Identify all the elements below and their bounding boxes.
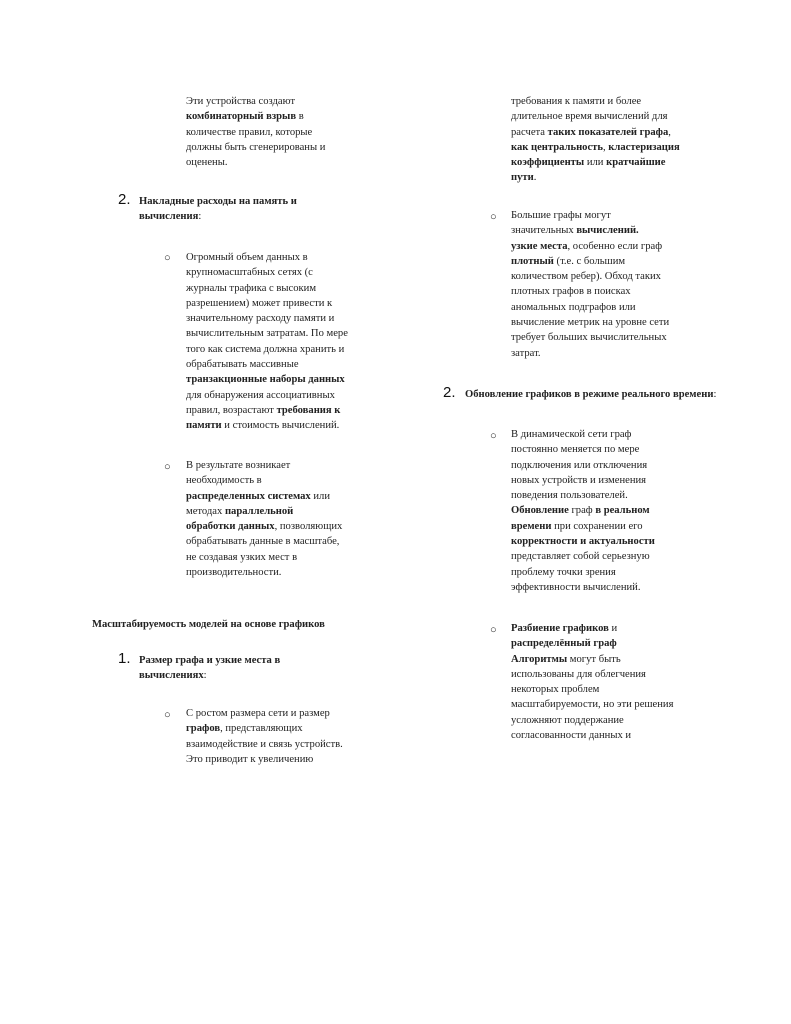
text-run: , [668, 126, 671, 138]
bold-run: требования к памяти [186, 404, 341, 432]
text-run: Огромный объем данных в крупномасштабных сетях (с журналы трафика с высоким разрешением) может привести к значительному расходу памяти и вычислительным затратам. По мере того как система должна хранить и обрабатывать массивные [186, 252, 348, 371]
text-run: могут быть использованы для облегчения некоторых проблем масштабируемости, но эти решения усложняют поддержание согласованности данных и [511, 653, 674, 742]
text-run: при сохранении его [554, 520, 643, 532]
text-run: (т.е. с большим количеством ребер). Обход таких плотных графов в поисках аномальных подграфов или вычисление метрик на уровне сети требует больших вычислительных затрат. [511, 255, 670, 359]
text-run: представляет собой серьезную проблему точки зрения эффективности вычислений. [511, 551, 650, 593]
left-item-1-bullet-1 [186, 706, 376, 767]
section-heading: Масштабируемость моделей на основе графиков [92, 619, 325, 630]
text-run: в количестве правил, которые должны быть сгенерированы и оценены. [186, 111, 326, 169]
bold-run: Разбиение графиков [511, 623, 609, 634]
left-item-2-bullet-1 [186, 250, 371, 434]
text-run: и [611, 623, 618, 634]
right-item-2-bullet-1 [511, 427, 701, 595]
text-run: или методах [186, 490, 331, 517]
bold-run: как центральность [511, 141, 603, 153]
text-run: В динамической сети граф постоянно меняется по мере подключения или отключения новых устройств и изменения поведения пользователей. [511, 429, 648, 502]
bold-run: кластеризация коэффициенты [511, 141, 680, 169]
text-run: для обнаружения ассоциативных правил, возрастают [186, 389, 335, 416]
bold-run: вычислений. узкие места [511, 225, 639, 252]
text-run: граф [568, 505, 596, 517]
text-run: , [602, 141, 609, 153]
bullet-circle-icon: ○ [490, 211, 497, 223]
text-run: В результате возникает необходимость в [186, 460, 291, 487]
text-run: . [533, 172, 537, 184]
bullet-circle-icon: ○ [490, 430, 497, 442]
bold-run: комбинаторный взрыв [186, 111, 297, 123]
left-continued-paragraph [186, 94, 366, 170]
left-item-1-heading: Размер графа и узкие места в вычислениях: [139, 655, 281, 682]
bold-run: корректности и актуальности [511, 536, 655, 548]
bullet-circle-icon: ○ [164, 461, 171, 473]
bold-run: параллельной обработки данных [186, 505, 294, 533]
right-item-2-number: 2. [443, 384, 456, 401]
bullet-circle-icon: ○ [164, 709, 171, 721]
bullet-circle-icon: ○ [490, 624, 497, 636]
text-run: требования к памяти и более длительное время вычислений для расчета [511, 96, 668, 138]
text-run: , позволяющих обрабатывать данные в масштабе, не создавая узких мест в производительности. [186, 521, 343, 579]
bold-run: таких показателей графа [547, 126, 669, 138]
left-item-2-bullet-2 [186, 458, 371, 580]
bullet-circle-icon: ○ [164, 252, 171, 264]
bold-run: Обновление [511, 505, 569, 517]
text-run: , представляющих взаимодействие и связь устройств. Это приводит к увеличению [186, 723, 343, 765]
bold-run: транзакционные наборы данных [186, 374, 345, 386]
left-item-2-heading: Накладные расходы на память и вычисления: [139, 196, 297, 223]
right-item-2-heading: Обновление графиков в режиме реального времени: [465, 389, 717, 400]
bold-run: графов [186, 723, 221, 735]
right-bullet-big-graphs [511, 208, 701, 361]
right-continued-paragraph [511, 94, 701, 186]
left-item-2-number: 2. [118, 191, 131, 208]
text-run: Большие графы могут значительных [511, 210, 611, 237]
bold-run: кратчайшие пути [511, 157, 666, 184]
text-run: , особенно если граф [567, 240, 663, 252]
left-item-1-number: 1. [118, 650, 131, 667]
bold-run: распределённый граф Алгоритмы [511, 638, 617, 665]
text-run: и стоимость вычислений. [221, 420, 340, 432]
bold-run: распределенных системах [186, 490, 311, 502]
bold-run: плотный [511, 255, 554, 267]
bold-run: в реальном времени [511, 505, 650, 532]
text-run: Эти устройства создают [186, 96, 295, 107]
right-item-2-bullet-2 [511, 621, 706, 743]
text-run: или [584, 157, 607, 169]
text-run: С ростом размера сети и размер [186, 708, 330, 719]
